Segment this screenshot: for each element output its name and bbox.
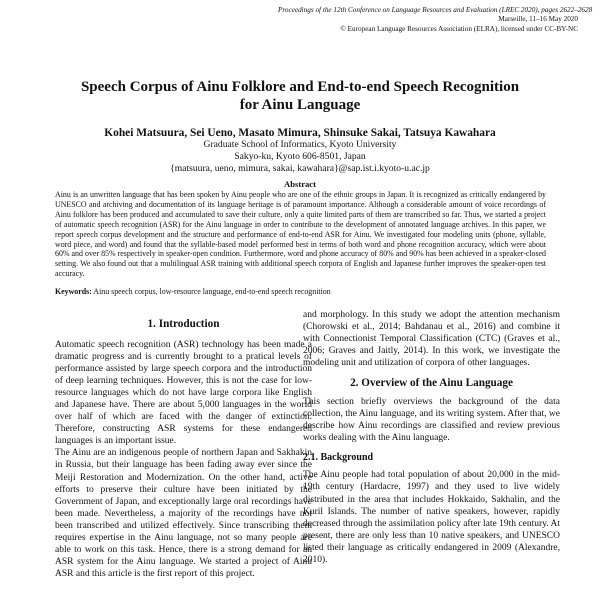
section-heading-overview: 2. Overview of the Ainu Language bbox=[350, 377, 513, 390]
left-column bbox=[55, 339, 312, 600]
affiliation-line: Graduate School of Informatics, Kyoto University bbox=[203, 139, 397, 150]
affiliation-block bbox=[40, 139, 560, 175]
paper-title bbox=[40, 78, 560, 114]
keywords-label: Keywords: bbox=[55, 287, 92, 296]
author-emails: {matsuura, ueno, mimura, sakai, kawahara}@sap.ist.i.kyoto-u.ac.jp bbox=[170, 163, 430, 174]
proceedings-line: Proceedings of the 12th Conference on Language Resources and Evaluation (LREC 2020), pages 2622–2628 bbox=[278, 6, 593, 14]
intro-paragraph: The Ainu are an indigenous people of northern Japan and Sakhakin in Russia, but their language has been fading away ever since the Meiji Restoration and Modernization. On the other hand, active efforts to preserve their culture have been initiated by the Government of Japan, and exceptionally large oral recordings have been made. Nevertheless, a majority of the recordings have not been transcribed and utilized effectively. Since transcribing them requires expertise in the Ainu language, not so many people are able to work on this task. Hence, there is a strong demand for an ASR system for the Ainu language. We started a project of Ainu ASR and this article is the first report of this project. bbox=[55, 448, 312, 579]
title-line: for Ainu Language bbox=[239, 97, 361, 113]
background-paragraph: The Ainu people had total population of about 20,000 in the mid-19th century (Hardacre, 1997) and they used to live widely distributed in the area that includes Hokkaido, Sakhalin, and the Kuril Islands. The number of native speakers, however, rapidly decreased through the assimilation policy after late 19th century. At present, there are only less than 10 native speakers, and UNESCO listed their language as critically endangered in 2009 (Alexandre, 2010). bbox=[303, 470, 560, 565]
right-column bbox=[303, 309, 560, 600]
abstract-heading: Abstract bbox=[284, 179, 316, 189]
abstract-text: Ainu is an unwritten language that has been spoken by Ainu people who are one of the ethnic groups in Japan. It is recognized as critically endangered by UNESCO and archiving and documentation of its language heritage is of paramount importance. Although a considerable amount of voice recordings of Ainu folklore has been produced and accumulated to save their culture, only a quite limited parts of them are transcribed so far. Thus, we started a project of automatic speech recognition (ASR) for the Ainu language in order to contribute to the development of annotated language archives. In this paper, we report speech corpus development and the structure and performance of end-to-end ASR for Ainu. We investigated four modeling units (phone, syllable, word piece, and word) and found that the syllable-based model performed best in terms of both word and phone recognition accuracy, which were about 60% and over 85% respectively in speaker-open condition. Furthermore, word and phone accuracy of 80% and 90% has been achieved in a speaker-closed setting. We also found out that a multilingual ASR training with additional speech corpora of English and Japanese further improves the speaker-open test accuracy. bbox=[55, 190, 546, 279]
title-line: Speech Corpus of Ainu Folklore and End-to-end Speech Recognition bbox=[80, 79, 520, 95]
subsection-heading-background: 2.1. Background bbox=[303, 452, 374, 464]
intro-continuation-paragraph: and morphology. In this study we adopt the attention mechanism (Chorowski et al., 2014; Bahdanau et al., 2016) and combine it with Connectionist Temporal Classification (CTC) (Graves et al., 2006; Graves and Jaitly, 2014). In this work, we investigate the modeling unit and utilization of corpora of other languages. bbox=[303, 310, 560, 369]
proceedings-line: Marseille, 11–16 May 2020 bbox=[498, 15, 578, 24]
intro-paragraph: Automatic speech recognition (ASR) technology has been made a dramatic progress and is currently brought to a pratical levels of performance assisted by large speech corpora and the introduction of deep learning techniques. However, this is not the case for low-resource languages which do not have large corpora like English and Japanese have. There are about 5,000 languages in the world over half of which are faced with the danger of extinction. Therefore, constructing ASR systems for these endangered languages is an important issue. bbox=[55, 340, 312, 447]
proceedings-header bbox=[278, 6, 593, 34]
keywords-line bbox=[55, 287, 546, 297]
section-heading-introduction: 1. Introduction bbox=[147, 318, 220, 330]
overview-paragraph: This section briefly overviews the background of the data collection, the Ainu language, and its writing system. After that, we describe how Ainu recordings are classified and review previous works dealing with the Ainu language. bbox=[303, 397, 560, 444]
affiliation-line: Sakyo-ku, Kyoto 606-8501, Japan bbox=[234, 151, 366, 162]
author-list: Kohei Matsuura, Sei Ueno, Masato Mimura, Shinsuke Sakai, Tatsuya Kawahara bbox=[104, 127, 496, 139]
proceedings-line: © European Language Resources Association (ELRA), licensed under CC-BY-NC bbox=[340, 24, 578, 33]
keywords-text: Ainu speech corpus, low-resource language, end-to-end speech recognition bbox=[93, 287, 331, 296]
